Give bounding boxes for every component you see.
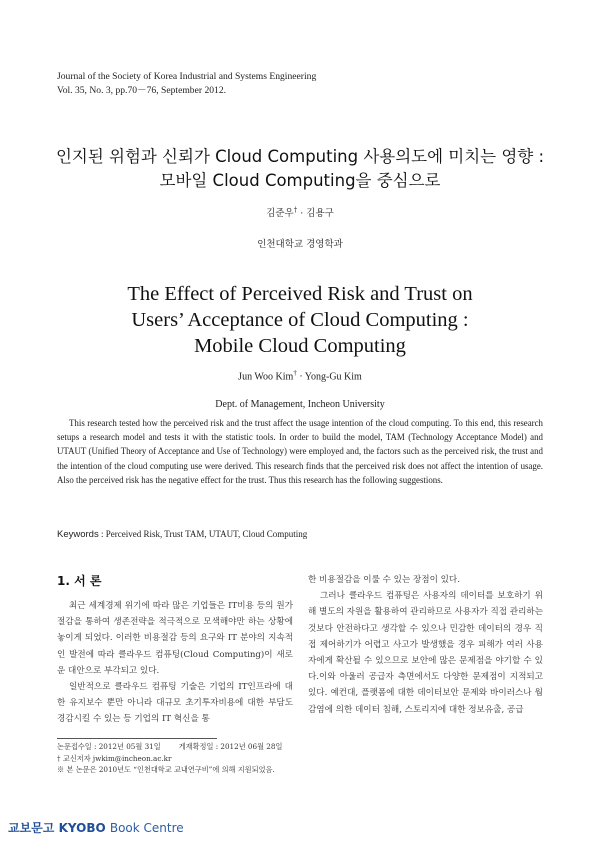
journal-header [57, 70, 316, 98]
footnote-dates [57, 741, 282, 753]
english-author-2: · Yong-Gu Kim [296, 371, 362, 383]
korean-title-line-1: 인지된 위험과 신뢰가 Cloud Computing 사용의도에 미치는 영향 : [55, 147, 545, 166]
section-heading: 1. 서 론 [57, 574, 102, 588]
english-title-line-1: The Effect of Perceived Risk and Trust on [127, 283, 473, 305]
left-column [57, 598, 293, 728]
english-authors [0, 369, 600, 382]
korean-author-1: 김준우 [266, 208, 294, 219]
kyobo-book-centre: Book Centre [109, 821, 184, 835]
received-date: 논문접수일 : 2012년 05월 31일 [57, 742, 161, 751]
footnotes [57, 741, 282, 776]
footnote-funding: ※ 본 논문은 2010년도 “인천대학교 교내연구비”에 의해 지원되었음. [57, 765, 275, 774]
kyobo-brand-en: KYOBO [58, 821, 106, 835]
paragraph: 일반적으로 클라우드 컴퓨팅 기술은 기업의 IT인프라에 대한 유지보수 뿐만 아니라 대규모 초기투자비용에 대한 부담도 경감시킬 수 있는 등 기업의 IT 혁신을 통 [57, 682, 293, 725]
corresponding-mark: † [293, 205, 298, 214]
paragraph: 최근 세계경제 위기에 따라 많은 기업들은 IT비용 등의 원가절감을 통하여 생존전략을 적극적으로 모색해야만 하는 상황에 놓이게 되었다. 이러한 비용절감 등의 요구와 IT 분야의 지속적인 발전에 따라 클라우드 컴퓨팅(Cloud Computing)이 새로운 대안으로 부각되고 있다. [57, 601, 293, 676]
paragraph: 그러나 클라우드 컴퓨팅은 사용자의 데이터를 보호하기 위해 별도의 자원을 활용하여 관리하므로 사용자가 직접 관리하는 것보다 안전하다고 생각할 수 있으나 민감한 데이터의 경우 직접 제어하기가 어렵고 사고가 발생했을 경우 피해가 여러 사용자에게 확산될 수 있으므로 보안에 많은 문제점을 야기할 수 있다.이와 아울러 공급자 측면에서도 다양한 문제점이 지적되고 있다. 예컨대, 플랫폼에 대한 데이터보안 문제와 바이러스나 웜 감염에 의한 데이터 침해, 스토리지에 대한 정보유출, 공급 [308, 591, 543, 715]
journal-volume: Vol. 35, No. 3, pp.70－76, September 2012. [57, 85, 227, 96]
abstract: This research tested how the perceived risk and the trust affect the usage intention of the cloud computing. To this end, this research setups a research model and tests it with the statistic tools. In order to build the model, TAM (Technology Acceptance Model) and UTAUT (Unified Theory of Acceptance and Use of Technology) were employed and, the factors such as the perceived risk, the trust and the intention of the cloud computing use were derived. This research finds that the perceived risk does not affect the intention of usage. Also the perceived risk has the negative effect for the trust. Thus this research has the following suggestions. [57, 418, 543, 485]
accepted-date: 게재확정일 : 2012년 06월 28일 [178, 742, 283, 751]
kyobo-watermark [8, 819, 184, 836]
english-title-line-3: Mobile Cloud Computing [194, 335, 406, 357]
english-title-line-2: Users’ Acceptance of Cloud Computing : [131, 309, 469, 331]
korean-authors [0, 205, 600, 219]
keywords-text: : Perceived Risk, Trust TAM, UTAUT, Cloud Computing [98, 529, 308, 539]
korean-affiliation: 인천대학교 경영학과 [257, 239, 343, 250]
corresponding-mark-en: † [293, 369, 297, 377]
english-affiliation: Dept. of Management, Incheon University [215, 399, 385, 410]
right-column [308, 572, 543, 718]
keywords [57, 529, 307, 540]
korean-title-line-2: 모바일 Cloud Computing을 중심으로 [159, 171, 441, 190]
kyobo-brand-ko: 교보문고 [8, 821, 55, 835]
journal-name: Journal of the Society of Korea Industrial and Systems Engineering [57, 71, 317, 82]
korean-title [0, 145, 600, 193]
paragraph: 한 비용절감을 이룰 수 있는 장점이 있다. [308, 575, 460, 585]
english-title [0, 281, 600, 359]
english-author-1: Jun Woo Kim [238, 371, 294, 383]
keywords-label: Keywords [57, 529, 99, 540]
korean-author-2: · 김용구 [297, 208, 334, 219]
footnote-divider [57, 738, 217, 739]
footnote-corresponding: † 교신저자 jwkim@incheon.ac.kr [57, 753, 172, 763]
